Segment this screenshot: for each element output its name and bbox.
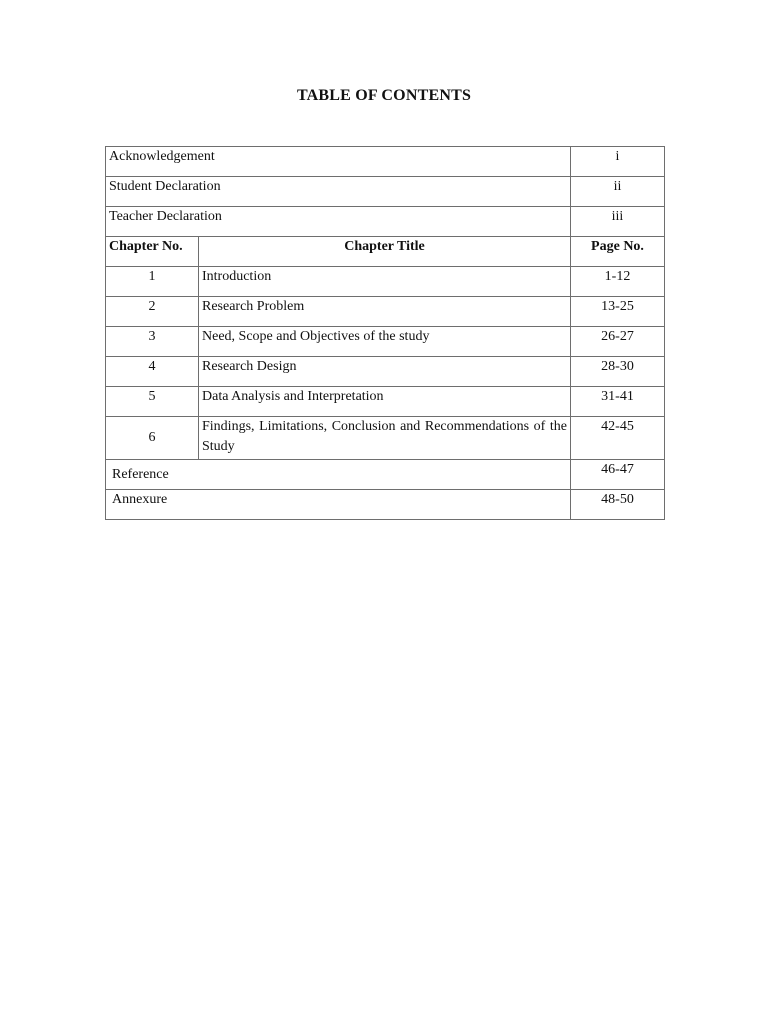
front-matter-page: i [571, 147, 665, 177]
chapter-title: Research Problem [199, 297, 571, 327]
chapter-row [106, 297, 665, 327]
header-chapter-title: Chapter Title [199, 237, 571, 267]
front-matter-page: iii [571, 207, 665, 237]
back-matter-row [106, 490, 665, 520]
chapter-number: 2 [106, 297, 199, 327]
chapter-title: Need, Scope and Objectives of the study [199, 327, 571, 357]
chapter-number: 1 [106, 267, 199, 297]
front-matter-row [106, 207, 665, 237]
chapter-title: Introduction [199, 267, 571, 297]
back-matter-page: 46-47 [571, 460, 665, 490]
back-matter-label: Annexure [106, 490, 571, 520]
chapter-number: 4 [106, 357, 199, 387]
chapter-title: Findings, Limitations, Conclusion and Recommendations of the Study [199, 417, 571, 460]
header-page-no: Page No. [571, 237, 665, 267]
front-matter-row [106, 147, 665, 177]
back-matter-page: 48-50 [571, 490, 665, 520]
front-matter-page: ii [571, 177, 665, 207]
chapter-pages: 26-27 [571, 327, 665, 357]
front-matter-label: Teacher Declaration [106, 207, 571, 237]
table-of-contents [105, 146, 665, 520]
back-matter-row [106, 460, 665, 490]
header-chapter-no: Chapter No. [106, 237, 199, 267]
header-row [106, 237, 665, 267]
chapter-pages: 42-45 [571, 417, 665, 460]
chapter-number: 5 [106, 387, 199, 417]
chapter-number: 6 [106, 417, 199, 460]
chapter-title: Data Analysis and Interpretation [199, 387, 571, 417]
chapter-row [106, 267, 665, 297]
chapter-pages: 13-25 [571, 297, 665, 327]
front-matter-row [106, 177, 665, 207]
chapter-row [106, 327, 665, 357]
chapter-pages: 28-30 [571, 357, 665, 387]
chapter-pages: 1-12 [571, 267, 665, 297]
chapter-number: 3 [106, 327, 199, 357]
page-title: TABLE OF CONTENTS [296, 87, 472, 104]
chapter-row [106, 417, 665, 460]
chapter-row [106, 387, 665, 417]
chapter-row [106, 357, 665, 387]
front-matter-label: Student Declaration [106, 177, 571, 207]
chapter-pages: 31-41 [571, 387, 665, 417]
chapter-title: Research Design [199, 357, 571, 387]
front-matter-label: Acknowledgement [106, 147, 571, 177]
back-matter-label: Reference [106, 460, 571, 490]
